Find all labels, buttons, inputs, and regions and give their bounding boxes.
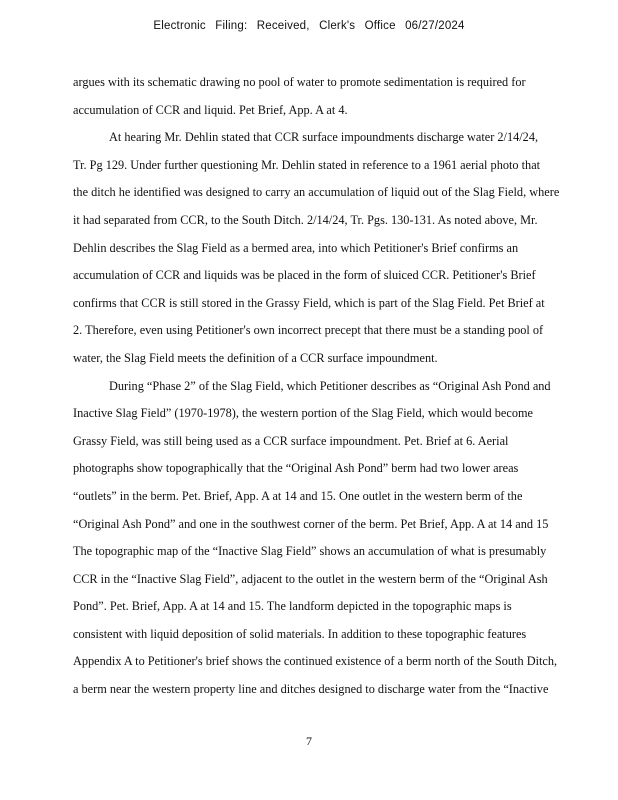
text-line: “Original Ash Pond” and one in the southwest corner of the berm. Pet Brief, App. A at 14 and 15 <box>73 516 549 531</box>
text-line: “outlets” in the berm. Pet. Brief, App. A at 14 and 15. One outlet in the western berm of the <box>73 488 523 503</box>
text-line: Tr. Pg 129. Under further questioning Mr. Dehlin stated in reference to a 1961 aerial photo that <box>73 157 541 172</box>
text-line: Appendix A to Petitioner's brief shows the continued existence of a berm north of the South Ditch, <box>73 654 558 669</box>
text-line: a berm near the western property line and ditches designed to discharge water from the “Inactive <box>73 682 549 697</box>
text-line: Grassy Field, was still being used as a CCR surface impoundment. Pet. Brief at 6. Aerial <box>73 433 509 448</box>
text-line: water, the Slag Field meets the definition of a CCR surface impoundment. <box>73 350 438 365</box>
text-line: the ditch he identified was designed to carry an accumulation of liquid out of the Slag Field, where <box>73 185 560 200</box>
text-line: CCR in the “Inactive Slag Field”, adjacent to the outlet in the western berm of the “Original Ash <box>73 571 548 586</box>
document-body <box>73 69 598 704</box>
text-line: it had separated from CCR, to the South Ditch. 2/14/24, Tr. Pgs. 130-131. As noted above, Mr. <box>73 212 538 227</box>
text-line: confirms that CCR is still stored in the Grassy Field, which is part of the Slag Field. Pet Brief at <box>73 295 545 310</box>
filing-stamp-header: Electronic Filing: Received, Clerk's Office 06/27/2024 <box>153 20 465 32</box>
text-line: argues with its schematic drawing no pool of water to promote sedimentation is required for <box>73 75 526 89</box>
page-number: 7 <box>306 734 312 748</box>
text-line: Pond”. Pet. Brief, App. A at 14 and 15. The landform depicted in the topographic maps is <box>73 599 512 614</box>
text-line: 2. Therefore, even using Petitioner's own incorrect precept that there must be a standing pool of <box>73 323 544 338</box>
text-line: During “Phase 2” of the Slag Field, which Petitioner describes as “Original Ash Pond and <box>109 378 551 393</box>
text-line: Dehlin describes the Slag Field as a bermed area, into which Petitioner's Brief confirms an <box>73 240 519 255</box>
text-line: photographs show topographically that the “Original Ash Pond” berm had two lower areas <box>73 461 519 476</box>
text-line: At hearing Mr. Dehlin stated that CCR surface impoundments discharge water 2/14/24, <box>109 130 539 145</box>
text-line: consistent with liquid deposition of solid materials. In addition to these topographic features <box>73 626 527 641</box>
text-line: The topographic map of the “Inactive Slag Field” shows an accumulation of what is presumably <box>73 544 547 559</box>
text-line: accumulation of CCR and liquid. Pet Brief, App. A at 4. <box>73 102 348 117</box>
text-line: accumulation of CCR and liquids was be placed in the form of sluiced CCR. Petitioner's Brief <box>73 268 536 283</box>
text-line: Inactive Slag Field” (1970-1978), the western portion of the Slag Field, which would become <box>73 406 534 421</box>
